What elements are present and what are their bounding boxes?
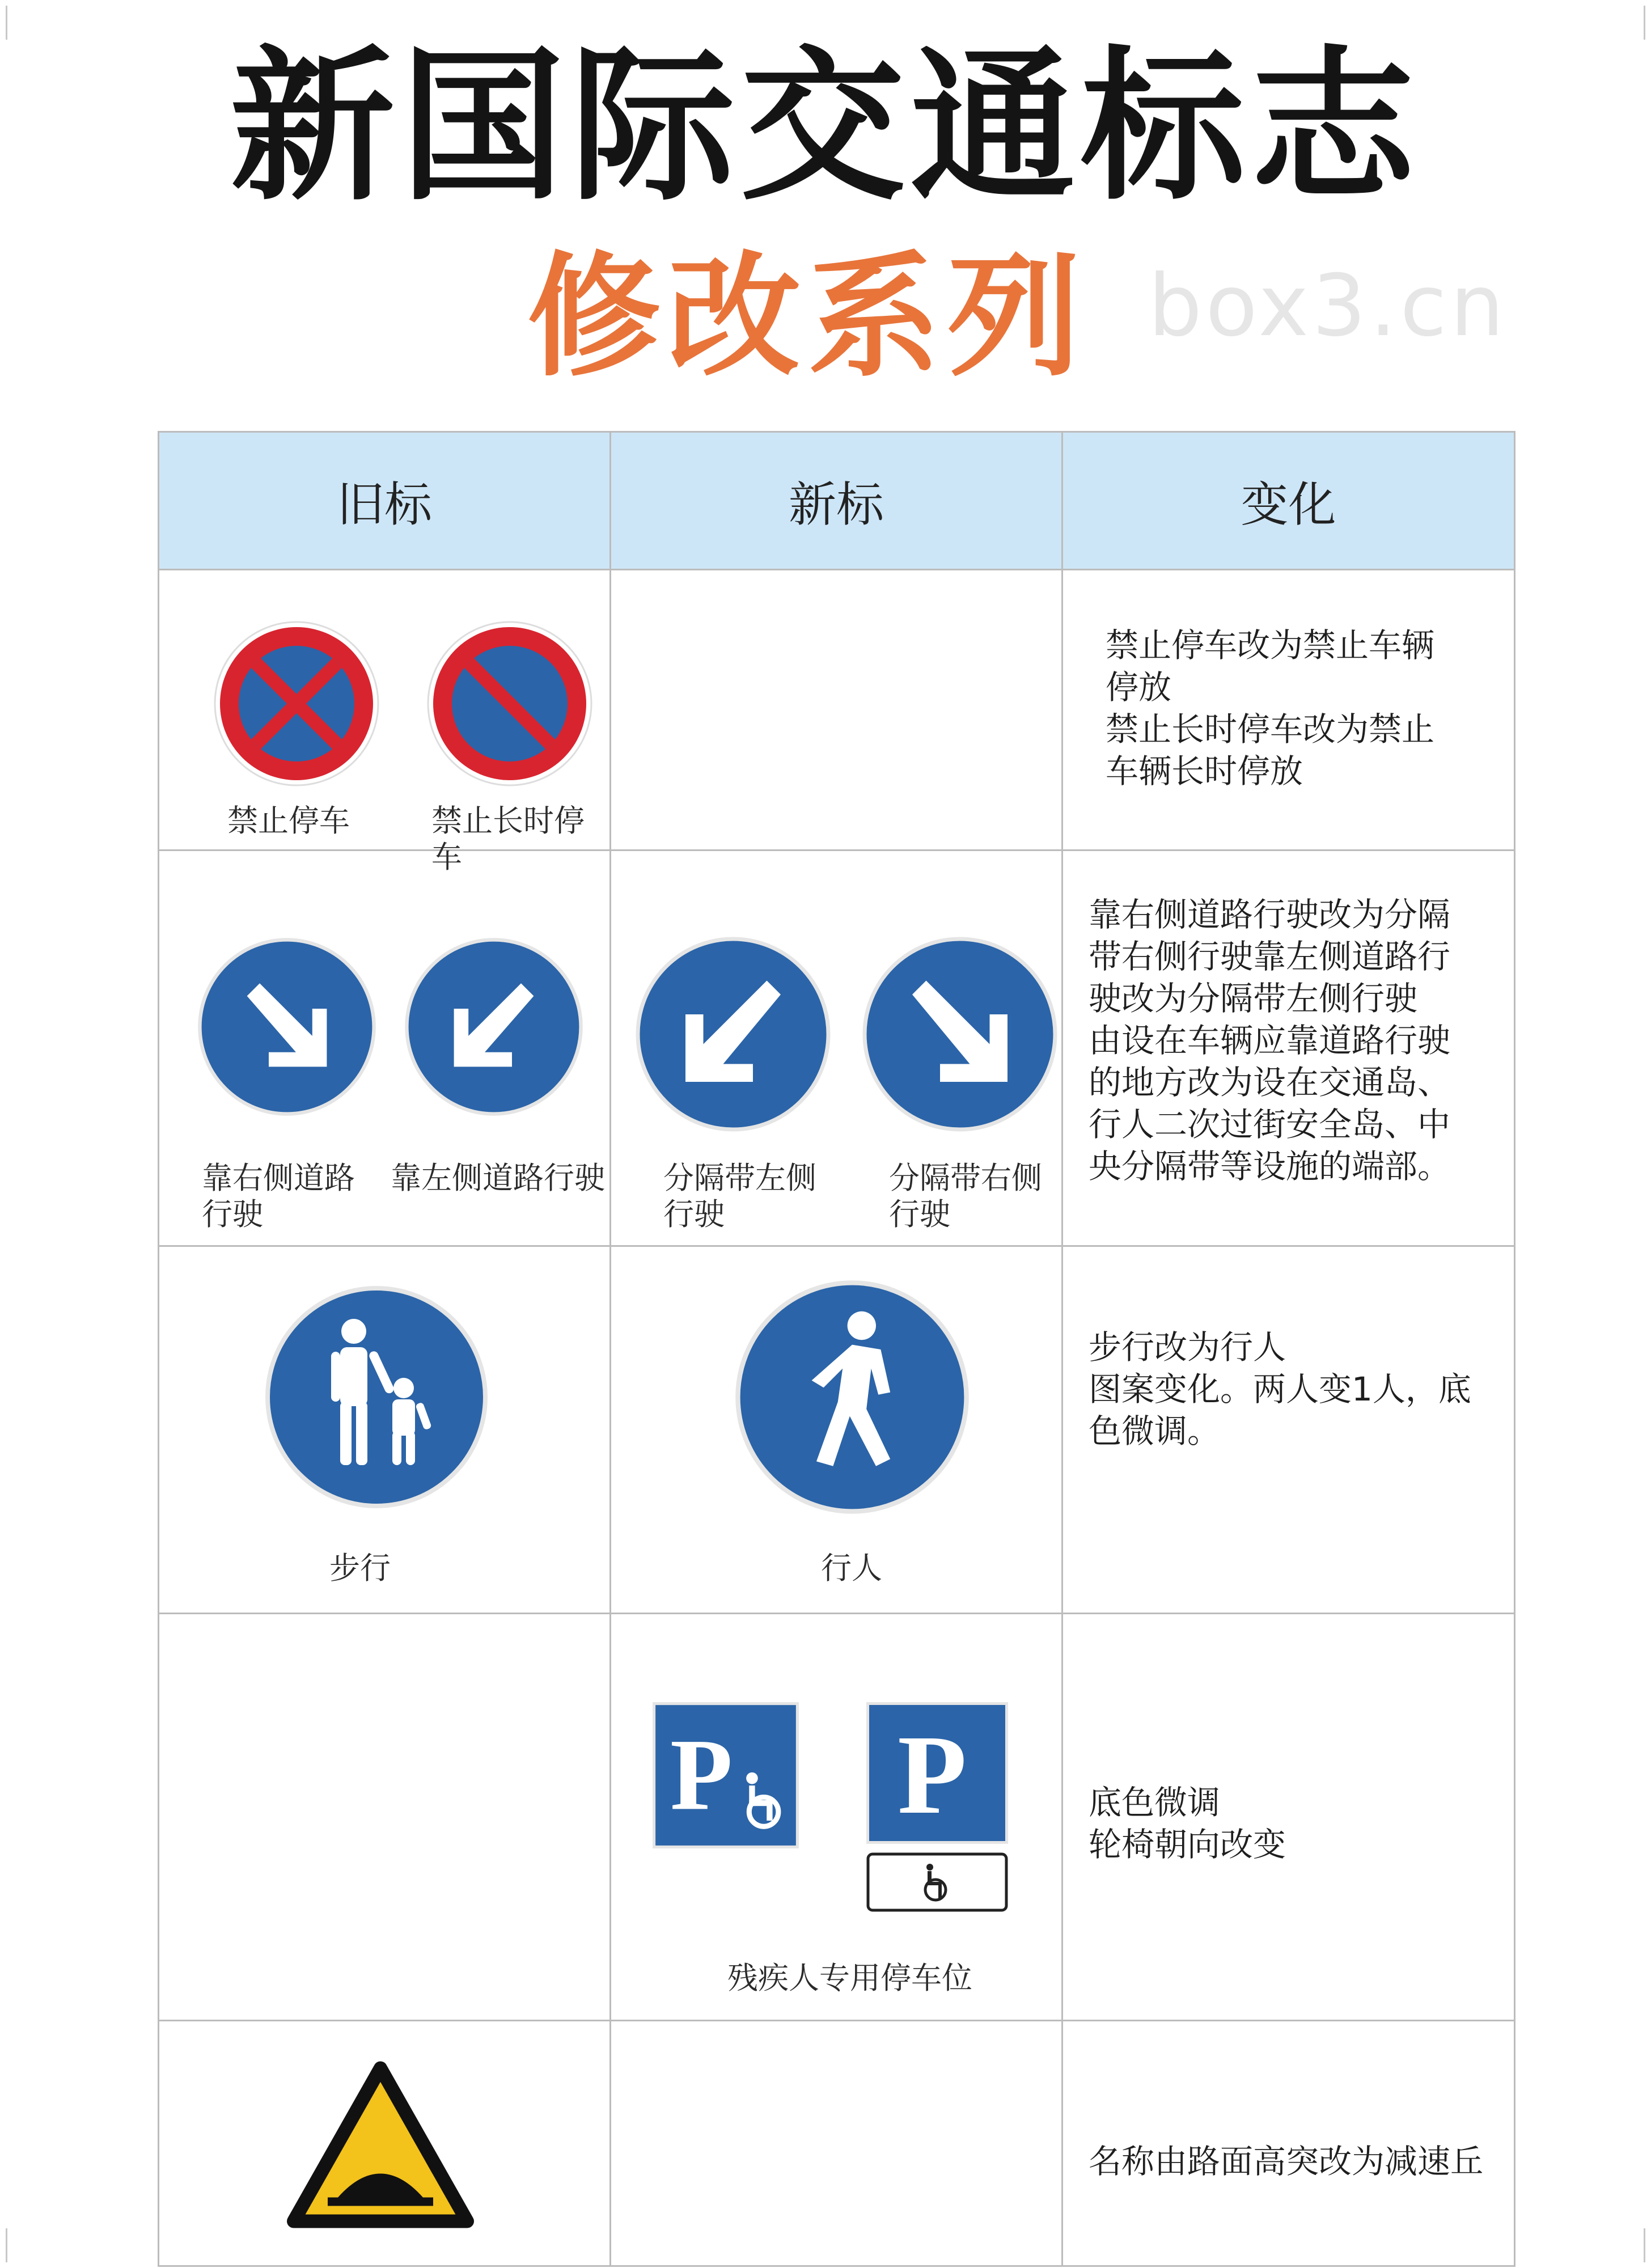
new-sign-cell — [611, 1614, 1062, 2021]
sign-caption: 靠右侧道路 行驶 — [202, 1160, 355, 1232]
change-line: 禁止长时停车改为禁止 — [1106, 710, 1435, 748]
accessible-parking-icon — [866, 1702, 1008, 1844]
change-text — [1089, 2140, 1483, 2182]
change-line: 央分隔带等设施的端部。 — [1089, 1147, 1451, 1186]
change-line: 图案变化。两人变1人，底 — [1089, 1370, 1471, 1408]
new-sign-cell — [611, 570, 1062, 850]
change-line: 行人二次过街安全岛、中 — [1089, 1105, 1451, 1144]
change-line: 由设在车辆应靠道路行驶 — [1089, 1021, 1451, 1060]
old-sign-cell — [159, 1246, 611, 1614]
sign-caption: 分隔带左侧 行驶 — [663, 1160, 816, 1232]
table-header-row — [159, 432, 1515, 570]
svg-text:P: P — [898, 1712, 967, 1838]
pedestrian-icon — [733, 1278, 971, 1516]
change-line: 停放 — [1106, 668, 1172, 706]
pedestrian-adult-child-icon — [263, 1284, 490, 1510]
page-title: 新国际交通标志 — [230, 32, 1421, 223]
old-sign-cell — [159, 850, 611, 1246]
header-old: 旧标 — [159, 432, 611, 570]
new-sign-cell — [611, 2021, 1062, 2266]
corner-mark — [6, 2228, 41, 2262]
no-parking-icon — [211, 619, 382, 789]
sign-comparison-table — [158, 431, 1515, 2267]
table-row — [159, 850, 1515, 1246]
change-line: 底色微调 — [1089, 1783, 1221, 1822]
change-line: 步行改为行人 — [1089, 1328, 1286, 1366]
sign-caption: 分隔带右侧 行驶 — [889, 1160, 1042, 1232]
old-sign-cell — [159, 570, 611, 875]
old-sign-cell — [159, 2021, 611, 2266]
old-sign-cell — [159, 1614, 611, 2021]
change-line: 名称由路面高突改为减速丘 — [1089, 2142, 1484, 2181]
svg-text:P: P — [670, 1718, 733, 1832]
change-line: 驶改为分隔带左侧行驶 — [1089, 979, 1418, 1018]
change-text — [1089, 1782, 1286, 1865]
header-change: 变化 — [1062, 432, 1515, 570]
keep-left-arrow-icon — [634, 935, 832, 1133]
new-sign-cell — [611, 850, 1062, 1246]
sign-caption: 靠左侧道路行驶 — [391, 1160, 605, 1196]
change-cell — [1062, 2021, 1515, 2266]
keep-right-arrow-icon — [861, 935, 1059, 1133]
change-cell — [1062, 850, 1515, 1246]
sign-caption: 行人 — [821, 1550, 882, 1586]
change-line: 车辆长时停放 — [1106, 752, 1303, 790]
table-row — [159, 570, 1515, 850]
new-sign-cell — [611, 1246, 1062, 1614]
accessible-parking-icon — [653, 1702, 799, 1848]
speed-bump-warning-icon — [287, 2061, 474, 2228]
wheelchair-icon — [866, 1852, 1008, 1912]
change-line: 轮椅朝向改变 — [1089, 1825, 1286, 1864]
change-cell — [1062, 1614, 1515, 2021]
change-line: 禁止停车改为禁止车辆 — [1106, 626, 1435, 665]
table-row — [159, 1246, 1515, 1614]
sign-caption: 残疾人专用停车位 — [727, 1960, 972, 1996]
no-long-parking-icon — [425, 619, 595, 789]
change-cell — [1062, 570, 1515, 850]
page-subtitle: 修改系列 — [527, 240, 1087, 395]
sign-caption: 禁止停车 — [227, 803, 350, 839]
change-line: 的地方改为设在交通岛、 — [1089, 1063, 1451, 1102]
change-cell — [1062, 1246, 1515, 1614]
change-line: 带右侧行驶靠左侧道路行 — [1089, 937, 1451, 976]
keep-right-arrow-icon — [196, 936, 378, 1118]
table-row — [159, 1614, 1515, 2021]
change-text — [1089, 1326, 1471, 1452]
change-text — [1089, 894, 1450, 1187]
watermark: box3.cn — [1148, 257, 1508, 356]
change-line: 靠右侧道路行驶改为分隔 — [1089, 895, 1451, 934]
table-row — [159, 2021, 1515, 2266]
keep-left-arrow-icon — [403, 936, 585, 1118]
change-text — [1106, 624, 1434, 792]
header-new: 新标 — [611, 432, 1062, 570]
sign-caption: 步行 — [329, 1550, 391, 1586]
change-line: 色微调。 — [1089, 1412, 1221, 1450]
corner-mark — [1610, 2228, 1645, 2262]
sign-caption: 禁止长时停车 — [431, 803, 585, 875]
